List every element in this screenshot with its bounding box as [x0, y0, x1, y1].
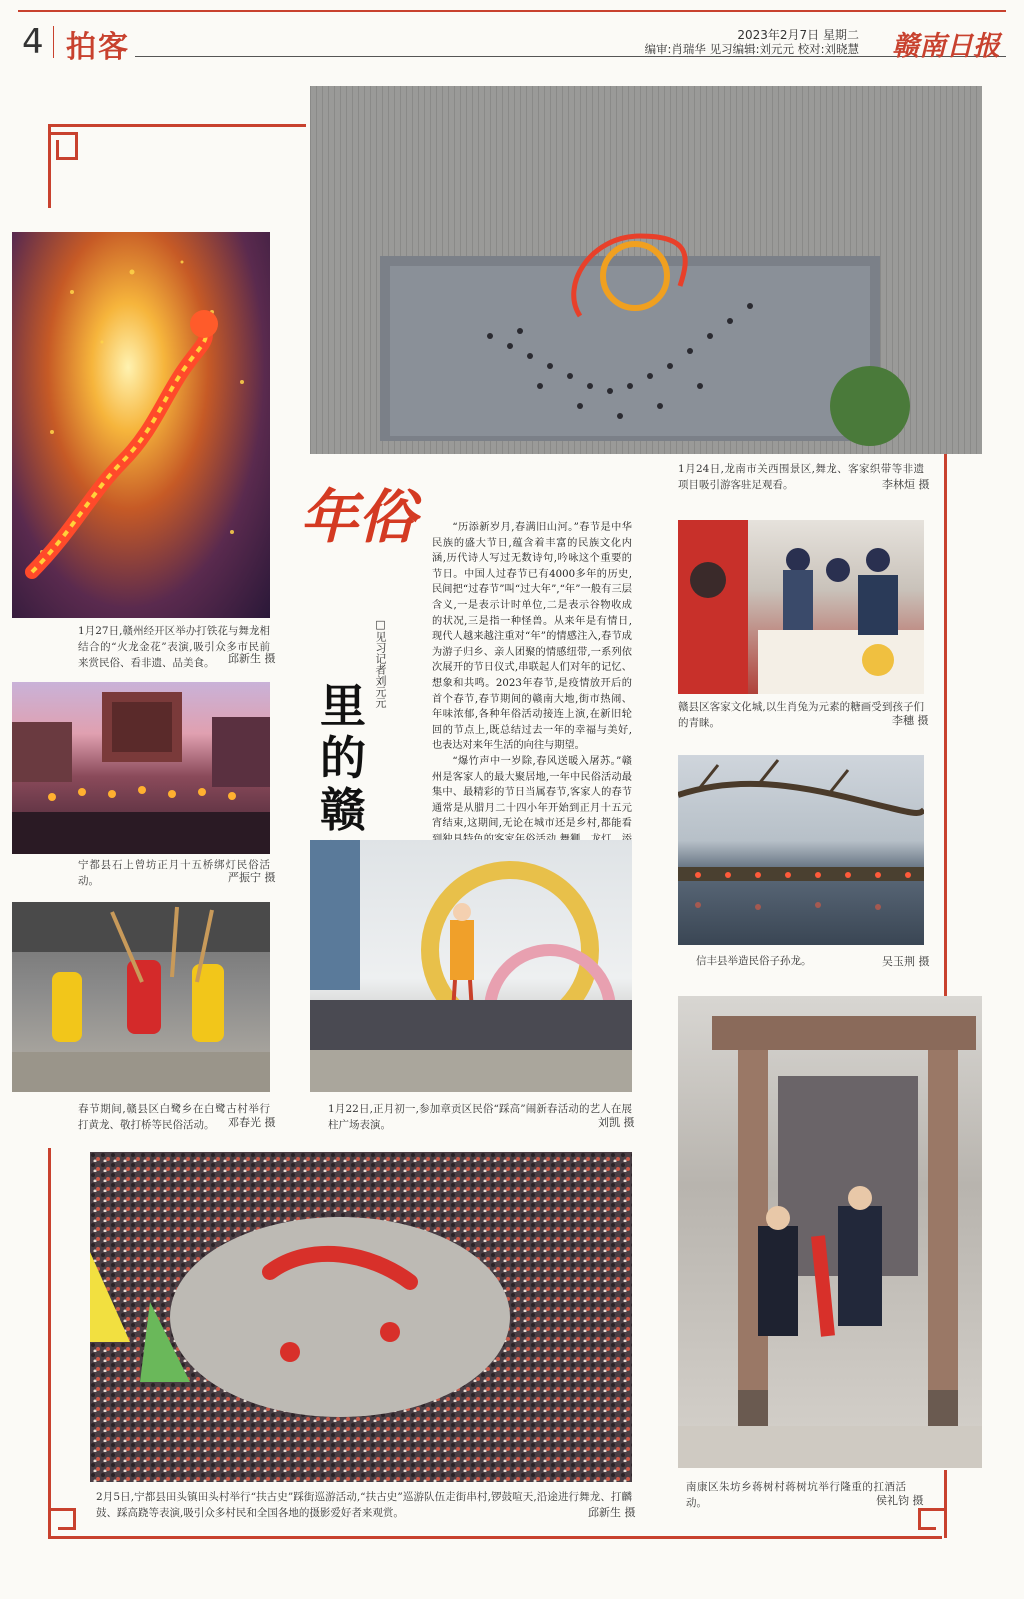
header-top-rule — [18, 10, 1006, 12]
photo-crowd-dragon — [90, 1152, 632, 1482]
lantern-illustration — [12, 682, 270, 854]
credit-lake-dragon: 吴玉荆 摄 — [882, 955, 930, 968]
article-paragraph: “爆竹声中一岁除,春风送暖入屠苏。”赣州是客家人的最大聚居地,一年中民俗活动最集中、最精彩的节日当属春节,客家人的春节通常是从腊月二十四小年开始到正月十五元宵结束,这期间,无论在城市还是乡村,都能看 — [432, 755, 632, 830]
editor-credits: 编审:肖瑞华 见习编辑:刘元元 校对:刘晓慧 — [644, 42, 859, 56]
caption-aerial-courtyard: 1月24日,龙南市关西围景区,舞龙、客家织带等非遗项目吸引游客驻足观看。 — [678, 463, 924, 491]
caption-sugar-painting: 赣县区客家文化城,以生肖兔为元素的糖画受到孩子们的青睐。 — [678, 701, 924, 729]
photo-sugar-painting — [678, 520, 924, 694]
caption-stilt-performer: 1月22日,正月初一,参加章贡区民俗“踩高”闹新春活动的艺人在展柱广场表演。 — [328, 1103, 632, 1131]
credit-sugar-painting: 李穗 摄 — [892, 714, 929, 727]
header-divider — [53, 26, 54, 58]
header-underline — [135, 56, 1006, 57]
photo-stilt-performer — [310, 840, 632, 1092]
feature-title-red: 年俗 — [300, 483, 417, 551]
feature-byline: □见习记者刘元元 — [374, 618, 387, 708]
page-number: 4 — [22, 22, 44, 62]
gate-illustration — [678, 996, 982, 1468]
feature-title-black: 里的赣 — [320, 679, 366, 837]
photo-lantern-festival — [12, 682, 270, 854]
sugar-painting-illustration — [678, 520, 924, 694]
caption-lanterns: 宁都县石上曾坊正月十五桥绑灯民俗活动。 — [78, 859, 270, 887]
crowd-illustration — [90, 1152, 632, 1482]
credit-yellow-dragon: 邓春光 摄 — [228, 1116, 276, 1129]
photo-fire-dragon — [12, 232, 270, 618]
section-title: 拍客 — [66, 30, 130, 65]
issue-date: 2023年2月7日 星期二 — [737, 28, 859, 42]
caption-yellow-dragon: 春节期间,赣县区白鹭乡在白鹭古村举行打黄龙、敬打桥等民俗活动。 — [78, 1103, 270, 1131]
caption-crowd-dragon: 2月5日,宁都县田头镇田头村举行“扶古史”踩街巡游活动,“扶古史”巡游队伍走街串村,锣鼓喧天,沿途进行舞龙、打麟鼓、踩高跷等表演,吸引众多村民和全国各地的摄影爱好者来观赏。 — [96, 1491, 632, 1519]
photo-lake-dragon — [678, 755, 924, 945]
fire-dragon-illustration — [12, 232, 270, 618]
credit-aerial-courtyard: 李林烜 摄 — [882, 478, 930, 491]
photo-aerial-courtyard — [310, 86, 982, 454]
caption-lake-dragon: 信丰县举造民俗子孙龙。 — [696, 955, 812, 967]
lake-illustration — [678, 755, 924, 945]
credit-wine-carrying: 侯礼钧 摄 — [876, 1494, 924, 1507]
photo-yellow-dragon — [12, 902, 270, 1092]
credit-fire-dragon: 邱新生 摄 — [228, 652, 276, 665]
credit-crowd-dragon: 邱新生 摄 — [588, 1506, 636, 1519]
caption-wine-carrying: 南康区朱坊乡蒋树村蒋树坑举行隆重的扛酒活动。 — [686, 1481, 906, 1509]
courtyard-illustration — [310, 86, 982, 454]
article-paragraph: “历添新岁月,春满旧山河。”春节是中华民族的盛大节日,蕴含着丰富的民族文化内涵,历代诗人写过无数诗句,吟咏这个重要的节日。中国人过春节已有4000多年的历史,民间把“过春节”叫“过大年”,“年”一般有三层含义,一是表示计时单位,二是表示谷物收成的状况,三是指一种怪兽。从来年是有情日,现代人越来越注重对“年”的情感注入,春节成为游子归乡、亲人团聚的情感纽带,一系列依次展开的节日仪式,串联起人们对年的记忆、想象和共鸣。2023年春节,是疫情放开后的首个春节,春节期间的赣南大地,街市热闹、年味浓郁,各种年俗活动接连上演,在新旧轮回的节点上,既总结过去一年的幸福与美好,也表达对来年生活的向往与期望。 — [432, 522, 632, 752]
caption-fire-dragon: 1月27日,赣州经开区举办打铁花与舞龙相结合的“火龙金花”表演,吸引众多市民前来赏民俗、看非遗、品美食。 — [78, 625, 270, 669]
credit-stilt-performer: 刘凯 摄 — [598, 1116, 635, 1129]
stilt-illustration — [310, 840, 632, 1092]
credit-lanterns: 严振宁 摄 — [228, 871, 276, 884]
performers-illustration — [12, 902, 270, 1092]
newspaper-logo: 赣南日报 — [892, 31, 1000, 62]
photo-wine-carrying — [678, 996, 982, 1468]
